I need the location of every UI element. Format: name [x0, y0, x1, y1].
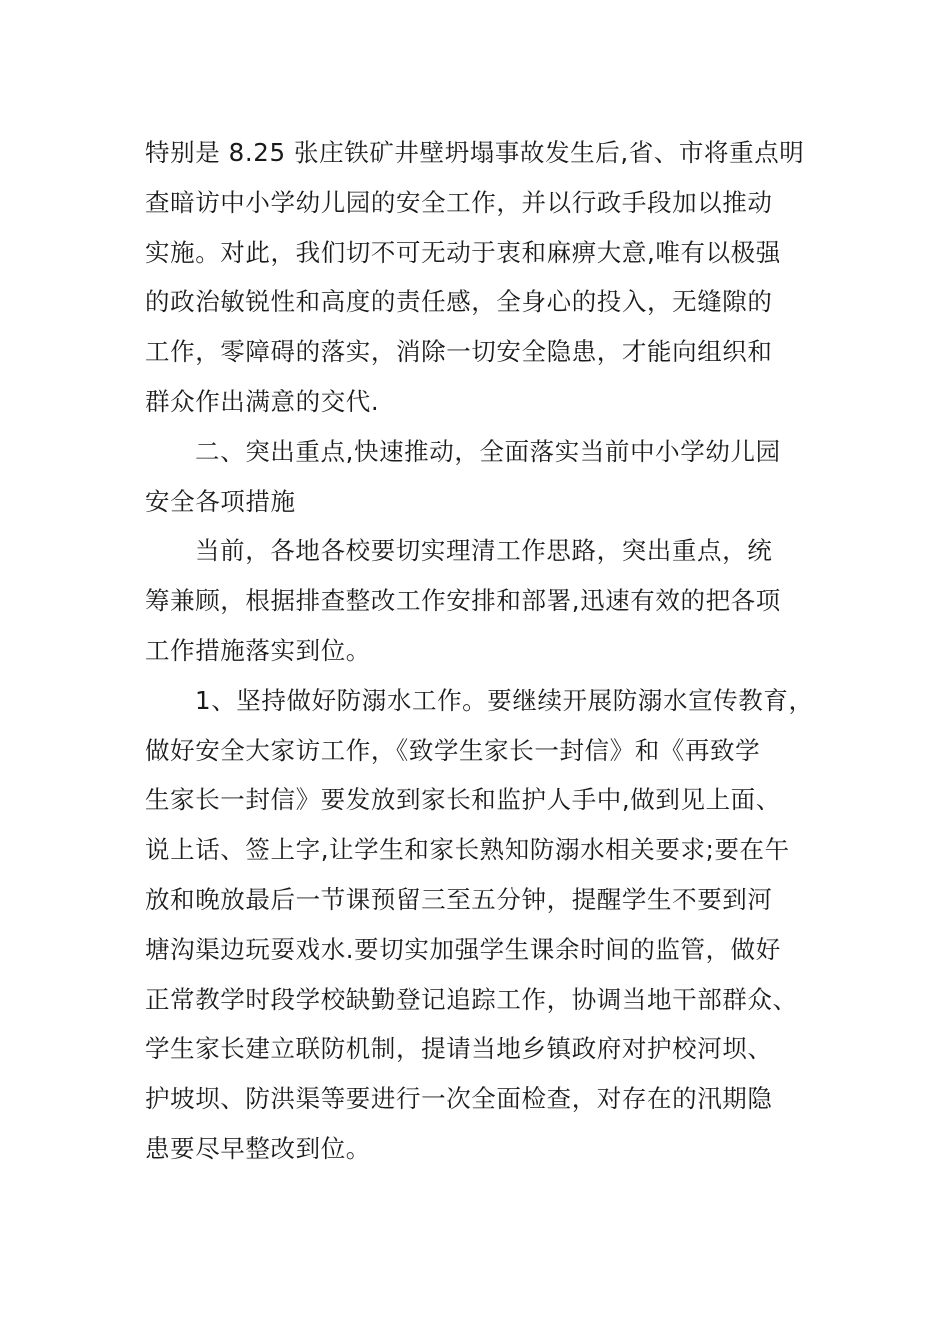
text-line: 正常教学时段学校缺勤登记追踪工作，协调当地干部群众、 [145, 984, 798, 1014]
text-line: 工作，零障碍的落实，消除一切安全隐患，才能向组织和 [145, 337, 773, 367]
text-line: 工作措施落实到位。 [145, 635, 371, 665]
text-line: 群众作出满意的交代. [145, 386, 380, 416]
text-line: 学生家长建立联防机制，提请当地乡镇政府对护校河坝、 [145, 1034, 773, 1064]
text-line: 说上话、签上字,让学生和家长熟知防溺水相关要求;要在午 [145, 835, 790, 865]
section-heading-line: 二、突出重点,快速推动，全面落实当前中小学幼儿园 [195, 436, 781, 466]
text-line: 患要尽早整改到位。 [145, 1133, 371, 1163]
text-line: 护坡坝、防洪渠等要进行一次全面检查，对存在的汛期隐 [145, 1084, 773, 1114]
text-line: 实施。对此，我们切不可无动于衷和麻痹大意,唯有以极强 [145, 237, 781, 267]
text-line: 查暗访中小学幼儿园的安全工作，并以行政手段加以推动 [145, 187, 773, 217]
section-heading-line: 安全各项措施 [145, 486, 296, 516]
text-line: 筹兼顾，根据排查整改工作安排和部署,迅速有效的把各项 [145, 586, 781, 616]
text-line: 当前，各地各校要切实理清工作思路，突出重点，统 [195, 536, 773, 566]
text-line: 塘沟渠边玩耍戏水.要切实加强学生课余时间的监管，做好 [145, 934, 781, 964]
text-line: 做好安全大家访工作，《致学生家长一封信》和《再致学 [145, 735, 761, 765]
document-body [145, 128, 814, 1174]
text-line: 特别是 8.25 张庄铁矿井壁坍塌事故发生后,省、市将重点明 [145, 138, 805, 167]
text-line: 放和晚放最后一节课预留三至五分钟，提醒学生不要到河 [145, 884, 773, 914]
text-line: 的政治敏锐性和高度的责任感，全身心的投入，无缝隙的 [145, 287, 773, 317]
text-line: 生家长一封信》要发放到家长和监护人手中,做到见上面、 [145, 785, 781, 815]
list-item-line: 1、坚持做好防溺水工作。要继续开展防溺水宣传教育， [195, 685, 814, 715]
